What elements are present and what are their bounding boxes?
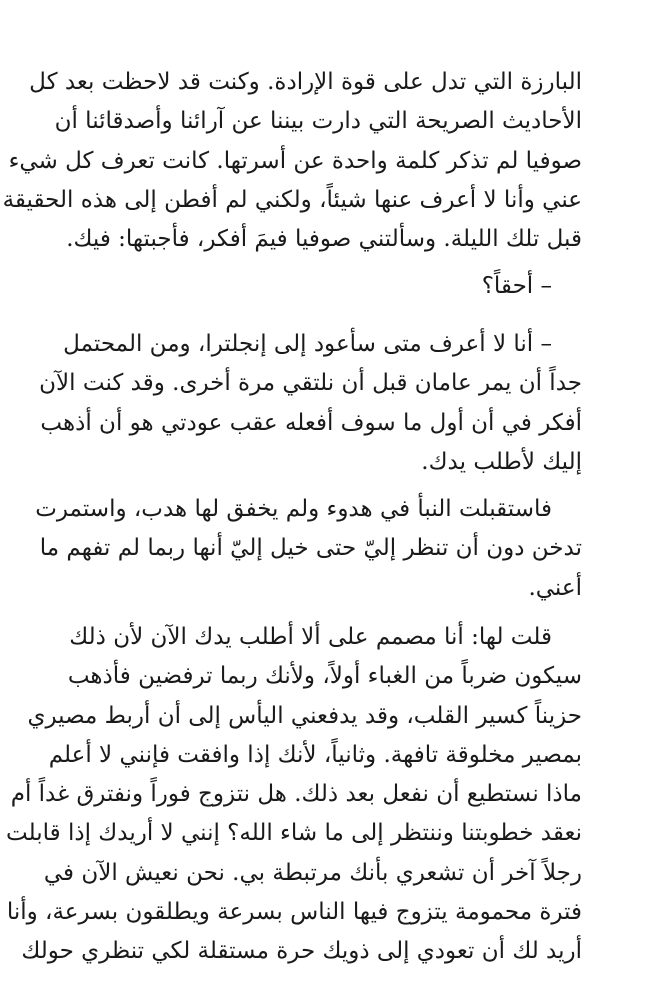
- paragraph-3: [39, 325, 582, 482]
- text-line: جداً أن يمر عامان قبل أن نلتقي مرة أخرى. وقد كنت الآن: [39, 370, 582, 397]
- paragraph-1: [2, 63, 582, 259]
- paragraph-4: [35, 490, 582, 608]
- text-line: أعني.: [528, 574, 582, 601]
- text-line: أريد لك أن تعودي إلى ذويك حرة مستقلة لكي تنظري حولك: [21, 938, 582, 965]
- text-line: نعقد خطوبتنا وننتظر إلى ما شاء الله؟ إنني لا أريدك إذا قابلت: [6, 820, 582, 847]
- text-line: أفكر في أن أول ما سوف أفعله عقب عودتي هو أن أذهب: [40, 409, 582, 436]
- text-line: الأحاديث الصريحة التي دارت بيننا عن آرائنا وأصدقائنا أن: [54, 108, 582, 135]
- text-line: حزيناً كسير القلب، وقد يدفعني اليأس إلى أن أربط مصيري: [27, 702, 582, 729]
- text-line: عني وأنا لا أعرف عنها شيئاً، ولكني لم أفطن إلى هذه الحقيقة: [2, 186, 582, 213]
- text-line: بمصير مخلوقة تافهة. وثانياً، لأنك إذا وافقت فإنني لا أعلم: [48, 741, 582, 768]
- text-line: ماذا نستطيع أن نفعل بعد ذلك. هل نتزوج فوراً ونفترق غداً أم: [10, 781, 582, 808]
- text-line: سيكون ضرباً من الغباء أولاً، ولأنك ربما ترفضين فأذهب: [67, 663, 582, 690]
- text-line: – أنا لا أعرف متى سأعود إلى إنجلترا، ومن المحتمل: [63, 331, 552, 357]
- text-line: فترة محمومة يتزوج فيها الناس بسرعة ويطلقون بسرعة، وأنا: [6, 899, 582, 926]
- text-line: رجلاً آخر أن تشعري بأنك مرتبطة بي. نحن نعيش الآن في: [43, 859, 582, 886]
- text-line: إليك لأطلب يدك.: [421, 448, 582, 475]
- paragraph-2: [76, 267, 582, 306]
- text-line: قلت لها: أنا مصمم على ألا أطلب يدك الآن لأن ذلك: [69, 624, 552, 650]
- text-line: فاستقبلت النبأ في هدوء ولم يخفق لها هدب، واستمرت: [35, 496, 552, 522]
- text-line: تدخن دون أن تنظر إليّ حتى خيل إليّ أنها ربما لم تفهم ما: [39, 535, 582, 562]
- text-line: قبل تلك الليلة. وسألتني صوفيا فيمَ أفكر، فأجبتها: فيك.: [66, 226, 582, 253]
- text-line: – أحقاً؟: [481, 273, 552, 299]
- text-line: صوفيا لم تذكر كلمة واحدة عن أسرتها. كانت تعرف كل شيء: [8, 147, 582, 174]
- text-line: البارزة التي تدل على قوة الإرادة. وكنت قد لاحظت بعد كل: [29, 69, 582, 95]
- paragraph-5: [6, 618, 582, 972]
